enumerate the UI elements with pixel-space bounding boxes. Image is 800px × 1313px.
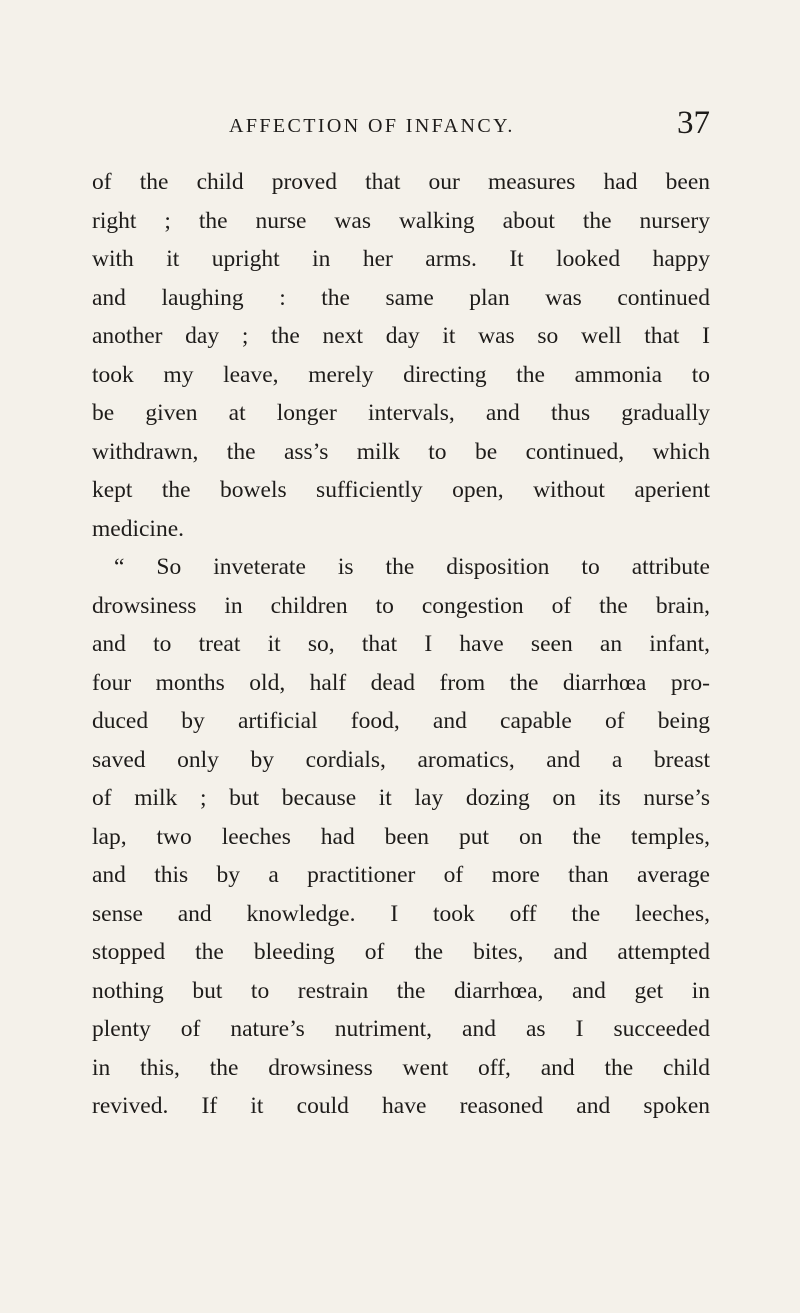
page-number: 37 <box>677 105 710 141</box>
text-line: four months old, half dead from the diarrhœa pro- <box>92 669 710 696</box>
text-line: and this by a practitioner of more than average <box>92 862 710 888</box>
text-line: and to treat it so, that I have seen an infant, <box>92 631 710 657</box>
body-text <box>92 163 710 1126</box>
text-line: of milk ; but because it lay dozing on its nurse’s <box>92 785 710 811</box>
running-title: AFFECTION OF INFANCY. <box>229 115 515 137</box>
text-line: sense and knowledge. I took off the leeches, <box>92 900 710 927</box>
text-line: in this, the drowsiness went off, and the child <box>92 1054 710 1081</box>
text-line: lap, two leeches had been put on the temples, <box>92 823 710 850</box>
text-line: right ; the nurse was walking about the nursery <box>92 207 710 234</box>
text-line: with it upright in her arms. It looked happy <box>92 246 710 272</box>
text-line: drowsiness in children to congestion of the brain, <box>92 592 710 619</box>
text-line: and laughing : the same plan was continued <box>92 284 710 311</box>
text-line: revived. If it could have reasoned and spoken <box>92 1093 710 1119</box>
text-line: duced by artificial food, and capable of being <box>92 708 710 734</box>
text-line: took my leave, merely directing the ammonia to <box>92 361 710 388</box>
text-line: medicine. <box>92 515 185 542</box>
text-line: plenty of nature’s nutriment, and as I succeeded <box>92 1016 710 1042</box>
text-line: nothing but to restrain the diarrhœa, and get in <box>92 977 710 1004</box>
running-head <box>92 105 710 149</box>
text-line: withdrawn, the ass’s milk to be continued, which <box>92 438 710 465</box>
text-line: saved only by cordials, aromatics, and a breast <box>92 746 710 773</box>
text-line: “ So inveterate is the disposition to attribute <box>114 554 710 580</box>
text-line: stopped the bleeding of the bites, and attempted <box>92 939 710 965</box>
text-line: another day ; the next day it was so well that I <box>92 323 710 349</box>
text-line: of the child proved that our measures had been <box>92 169 710 195</box>
text-line: kept the bowels sufficiently open, without aperient <box>92 477 710 503</box>
text-line: be given at longer intervals, and thus gradually <box>92 400 710 426</box>
